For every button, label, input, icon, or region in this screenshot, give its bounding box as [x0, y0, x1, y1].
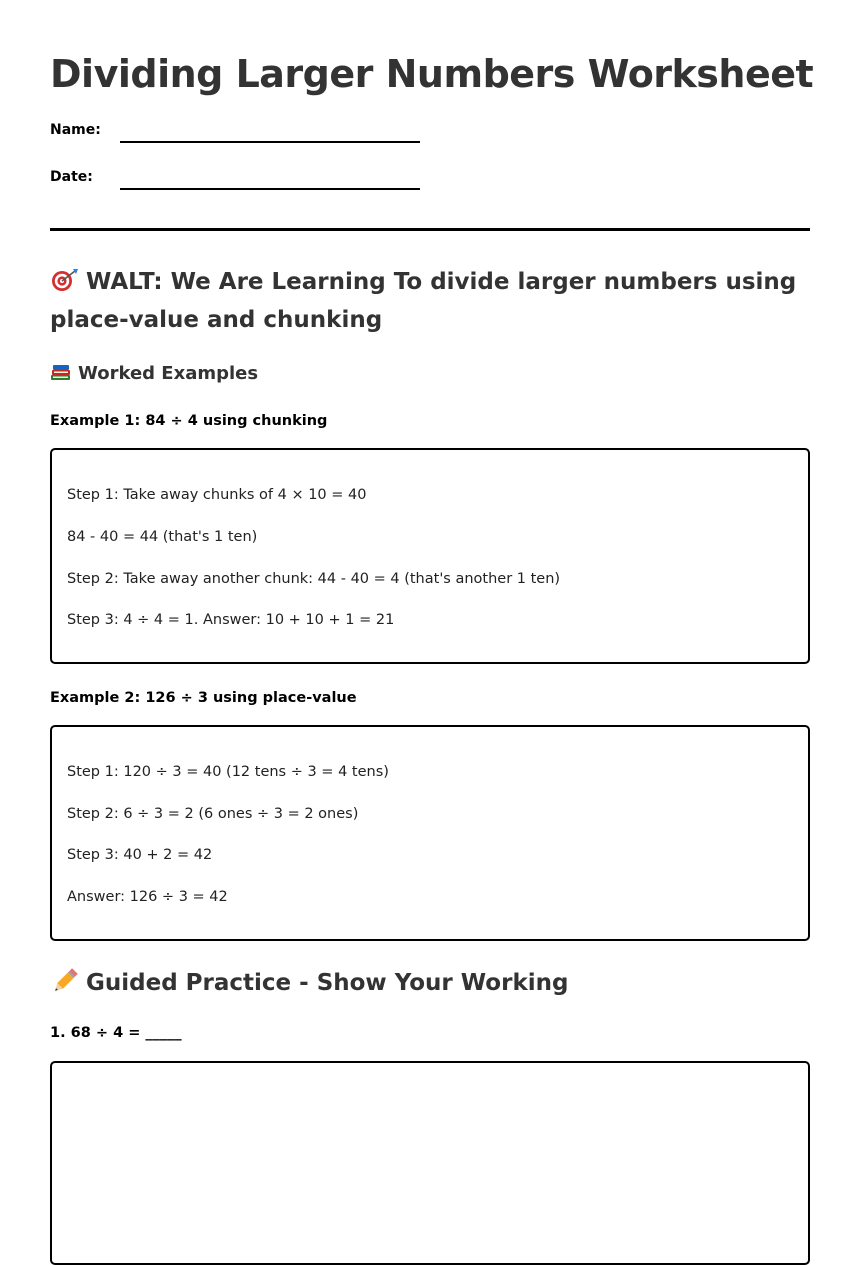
worked-examples-heading — [50, 361, 258, 387]
example-2-step: Answer: 126 ÷ 3 = 42 — [67, 889, 228, 905]
target-icon — [50, 266, 80, 290]
example-2-step: Step 2: 6 ÷ 3 = 2 (6 ones ÷ 3 = 2 ones) — [67, 806, 359, 822]
example-1-step: Step 3: 4 ÷ 4 = 1. Answer: 10 + 10 + 1 = 21 — [67, 612, 395, 628]
page-title: Dividing Larger Numbers Worksheet — [50, 52, 814, 96]
example-1-title: Example 1: 84 ÷ 4 using chunking — [50, 413, 328, 429]
example-1-step: 84 - 40 = 44 (that's 1 ten) — [67, 529, 258, 545]
example-1-step: Step 2: Take away another chunk: 44 - 40 = 4 (that's another 1 ten) — [67, 571, 561, 587]
question-1: 1. 68 ÷ 4 = _____ — [50, 1025, 182, 1041]
header-divider — [50, 228, 810, 231]
example-2-step: Step 1: 120 ÷ 3 = 40 (12 tens ÷ 3 = 4 tens) — [67, 764, 389, 780]
example-2-box — [50, 725, 810, 941]
date-field[interactable] — [120, 188, 420, 190]
example-2-step: Step 3: 40 + 2 = 42 — [67, 847, 213, 863]
guided-practice-label: Guided Practice - Show Your Working — [86, 970, 569, 996]
walt-text: WALT: We Are Learning To divide larger numbers using place-value and chunking — [50, 269, 797, 333]
answer-box-1[interactable] — [50, 1061, 810, 1265]
walt-heading — [50, 263, 810, 339]
name-field-row — [50, 122, 450, 152]
name-label: Name: — [50, 122, 101, 138]
date-field-row — [50, 169, 450, 199]
name-field[interactable] — [120, 141, 420, 143]
books-icon — [50, 362, 72, 382]
pencil-icon — [50, 967, 80, 995]
example-1-box — [50, 448, 810, 664]
date-label: Date: — [50, 169, 93, 185]
worked-examples-label: Worked Examples — [78, 363, 259, 384]
example-1-step: Step 1: Take away chunks of 4 × 10 = 40 — [67, 487, 367, 503]
example-2-title: Example 2: 126 ÷ 3 using place-value — [50, 690, 357, 706]
guided-practice-heading — [50, 964, 568, 1002]
